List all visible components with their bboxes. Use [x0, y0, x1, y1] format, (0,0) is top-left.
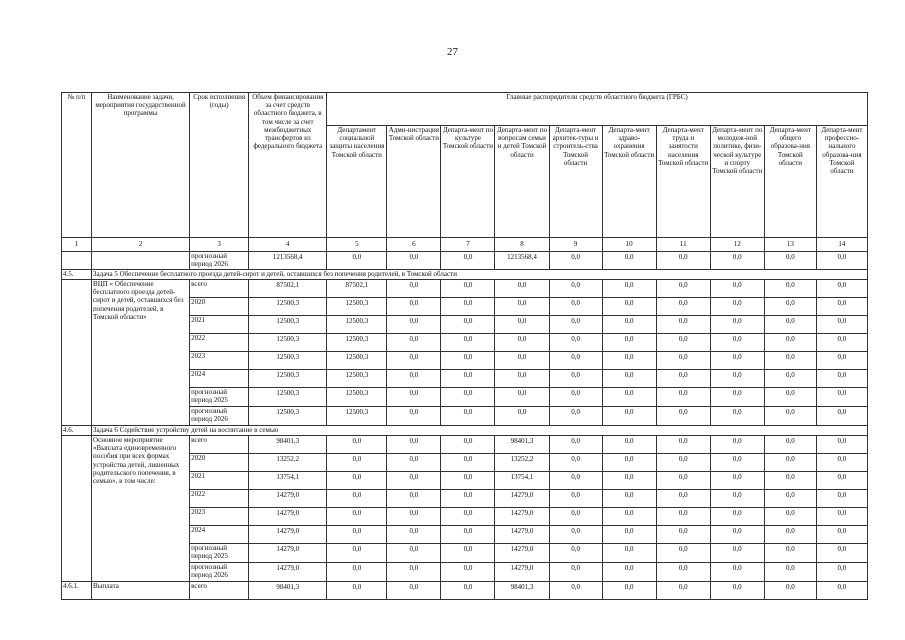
value-cell: 0,0: [387, 252, 441, 270]
value-cell: 0,0: [816, 280, 867, 298]
value-cell: 0,0: [441, 472, 495, 490]
value-cell: 0,0: [549, 490, 602, 508]
value-cell: 14279,0: [249, 563, 327, 582]
value-cell: 0,0: [602, 334, 656, 352]
col-number: 5: [327, 238, 387, 252]
value-cell: 0,0: [764, 526, 816, 544]
value-cell: 0,0: [441, 352, 495, 370]
value-cell: 0,0: [764, 454, 816, 472]
value-cell: 0,0: [387, 316, 441, 334]
value-cell: 0,0: [764, 563, 816, 582]
value-cell: 0,0: [602, 436, 656, 454]
task-row: [62, 426, 868, 436]
value-cell: 0,0: [387, 298, 441, 316]
value-cell: 0,0: [602, 582, 656, 600]
header-col-name: Наименование задачи, мероприятия государственной программы: [92, 93, 190, 238]
value-cell: 0,0: [764, 544, 816, 563]
value-cell: 0,0: [710, 472, 764, 490]
value-cell: 0,0: [441, 334, 495, 352]
value-cell: 0,0: [441, 563, 495, 582]
value-cell: 0,0: [656, 472, 710, 490]
value-cell: 0,0: [816, 407, 867, 426]
value-cell: 0,0: [387, 436, 441, 454]
value-cell: 14279,0: [249, 526, 327, 544]
value-cell: 0,0: [764, 370, 816, 388]
col-number: 6: [387, 238, 441, 252]
value-cell: 0,0: [656, 352, 710, 370]
value-cell: 0,0: [549, 544, 602, 563]
budget-table: [61, 92, 868, 600]
col-number: 7: [441, 238, 495, 252]
period-cell: прогнозный период 2025: [190, 388, 249, 407]
value-cell: 0,0: [764, 490, 816, 508]
value-cell: 0,0: [495, 298, 549, 316]
header-col-volume: Объем финансирования за счет средств областного бюджета, в том числе за счет межбюджетных трансфертов из федерального бюджета: [249, 93, 327, 238]
value-cell: 0,0: [816, 508, 867, 526]
header-grbs-8: Департа-мент по молодеж-ной политике, физи-ческой культуре и спорту Томской области: [710, 126, 764, 238]
period-cell: 2023: [190, 508, 249, 526]
task-title: Задача 5 Обеспечение бесплатного проезда детей-сирот и детей, оставшихся без попечения родителей, в Томской области: [92, 270, 868, 280]
value-cell: 0,0: [387, 388, 441, 407]
value-cell: 0,0: [602, 298, 656, 316]
value-cell: 0,0: [656, 388, 710, 407]
value-cell: 14279,0: [249, 490, 327, 508]
empty-cell: [62, 280, 92, 426]
value-cell: 0,0: [549, 252, 602, 270]
value-cell: 0,0: [441, 316, 495, 334]
value-cell: 0,0: [441, 526, 495, 544]
value-cell: 0,0: [495, 407, 549, 426]
value-cell: 0,0: [602, 544, 656, 563]
value-cell: 0,0: [549, 370, 602, 388]
value-cell: 0,0: [387, 544, 441, 563]
value-cell: 0,0: [602, 526, 656, 544]
table-row: [62, 582, 868, 600]
value-cell: 87502,1: [249, 280, 327, 298]
value-cell: 0,0: [710, 252, 764, 270]
value-cell: 0,0: [710, 490, 764, 508]
col-number: 11: [656, 238, 710, 252]
value-cell: 0,0: [710, 388, 764, 407]
value-cell: 0,0: [602, 454, 656, 472]
value-cell: 0,0: [816, 526, 867, 544]
value-cell: 14279,0: [495, 490, 549, 508]
value-cell: 0,0: [816, 582, 867, 600]
value-cell: 12500,3: [249, 316, 327, 334]
value-cell: 13252,2: [249, 454, 327, 472]
period-cell: 2020: [190, 454, 249, 472]
col-number: 13: [764, 238, 816, 252]
value-cell: 12500,3: [249, 407, 327, 426]
value-cell: 13754,1: [249, 472, 327, 490]
value-cell: 0,0: [764, 316, 816, 334]
value-cell: 14279,0: [495, 508, 549, 526]
value-cell: 0,0: [710, 454, 764, 472]
empty-cell: [62, 252, 92, 270]
col-number: 14: [816, 238, 867, 252]
value-cell: 0,0: [602, 508, 656, 526]
value-cell: 0,0: [495, 370, 549, 388]
value-cell: 0,0: [656, 544, 710, 563]
value-cell: 0,0: [441, 370, 495, 388]
empty-cell: [92, 252, 190, 270]
value-cell: 0,0: [710, 334, 764, 352]
col-number: 3: [190, 238, 249, 252]
value-cell: 0,0: [816, 334, 867, 352]
value-cell: 12500,3: [249, 388, 327, 407]
value-cell: 0,0: [816, 316, 867, 334]
period-cell: прогнозный период 2025: [190, 544, 249, 563]
column-number-row: [62, 238, 868, 252]
period-cell: 2023: [190, 352, 249, 370]
value-cell: 0,0: [387, 370, 441, 388]
value-cell: 0,0: [387, 472, 441, 490]
value-cell: 14279,0: [249, 544, 327, 563]
value-cell: 12500,3: [327, 316, 387, 334]
value-cell: 0,0: [764, 508, 816, 526]
value-cell: 0,0: [549, 508, 602, 526]
value-cell: 0,0: [764, 352, 816, 370]
value-cell: 0,0: [656, 582, 710, 600]
value-cell: 0,0: [656, 508, 710, 526]
task-title: Задача 6 Содействие устройству детей на воспитание в семью: [92, 426, 868, 436]
value-cell: 0,0: [441, 407, 495, 426]
period-cell: всего: [190, 436, 249, 454]
col-number: 4: [249, 238, 327, 252]
value-cell: 0,0: [816, 436, 867, 454]
value-cell: 0,0: [710, 298, 764, 316]
value-cell: 0,0: [441, 454, 495, 472]
col-number: 10: [602, 238, 656, 252]
page-number: 27: [447, 46, 458, 58]
value-cell: 0,0: [710, 582, 764, 600]
value-cell: 0,0: [387, 352, 441, 370]
value-cell: 0,0: [656, 370, 710, 388]
value-cell: 0,0: [710, 370, 764, 388]
value-cell: 0,0: [387, 526, 441, 544]
value-cell: 0,0: [656, 526, 710, 544]
period-cell: прогнозный период 2026: [190, 563, 249, 582]
value-cell: 0,0: [764, 334, 816, 352]
period-cell: 2021: [190, 316, 249, 334]
value-cell: 0,0: [764, 388, 816, 407]
header-grbs-1: Департамент социальной защиты населения Томской области: [327, 126, 387, 238]
value-cell: 0,0: [656, 563, 710, 582]
value-cell: 0,0: [387, 280, 441, 298]
value-cell: 0,0: [549, 280, 602, 298]
value-cell: 0,0: [549, 352, 602, 370]
value-cell: 0,0: [764, 252, 816, 270]
value-cell: 0,0: [764, 582, 816, 600]
value-cell: 0,0: [441, 582, 495, 600]
period-cell: 2024: [190, 370, 249, 388]
value-cell: 1213568,4: [249, 252, 327, 270]
header-col-no: № п/п: [62, 93, 92, 238]
value-cell: 0,0: [441, 298, 495, 316]
value-cell: 0,0: [602, 280, 656, 298]
value-cell: 98401,3: [249, 436, 327, 454]
value-cell: 12500,3: [327, 407, 387, 426]
value-cell: 0,0: [495, 388, 549, 407]
value-cell: 0,0: [327, 508, 387, 526]
header-row-1: [62, 93, 868, 126]
value-cell: 0,0: [327, 436, 387, 454]
value-cell: 0,0: [602, 316, 656, 334]
value-cell: 0,0: [710, 563, 764, 582]
value-cell: 98401,3: [495, 582, 549, 600]
header-grbs-4: Департа-мент по вопросам семьи и детей Томской области: [495, 126, 549, 238]
value-cell: 0,0: [602, 388, 656, 407]
col-number: 1: [62, 238, 92, 252]
value-cell: 0,0: [710, 544, 764, 563]
value-cell: 0,0: [816, 298, 867, 316]
value-cell: 0,0: [764, 298, 816, 316]
header-grbs-5: Департа-мент архитек-туры и строитель-ства Томской области: [549, 126, 602, 238]
value-cell: 0,0: [327, 252, 387, 270]
value-cell: 0,0: [327, 544, 387, 563]
col-number: 2: [92, 238, 190, 252]
value-cell: 0,0: [602, 352, 656, 370]
value-cell: 98401,3: [249, 582, 327, 600]
value-cell: 12500,3: [249, 298, 327, 316]
period-cell: 2021: [190, 472, 249, 490]
value-cell: 0,0: [816, 490, 867, 508]
value-cell: 0,0: [495, 352, 549, 370]
value-cell: 14279,0: [495, 563, 549, 582]
value-cell: 0,0: [441, 490, 495, 508]
measure-name: Основное мероприятие «Выплата единовременного пособия при всех формах устройства детей, лишенных родительского попечения, в семью», в том числе:: [92, 436, 190, 582]
value-cell: 0,0: [602, 407, 656, 426]
value-cell: 0,0: [441, 252, 495, 270]
value-cell: 0,0: [387, 508, 441, 526]
period-cell: всего: [190, 582, 249, 600]
value-cell: 0,0: [764, 436, 816, 454]
value-cell: 13754,1: [495, 472, 549, 490]
header-grbs-9: Департа-мент общего образова-ния Томской области: [764, 126, 816, 238]
value-cell: 0,0: [549, 334, 602, 352]
value-cell: 0,0: [656, 436, 710, 454]
value-cell: 0,0: [816, 454, 867, 472]
value-cell: 0,0: [816, 352, 867, 370]
value-cell: 0,0: [387, 582, 441, 600]
value-cell: 0,0: [441, 544, 495, 563]
value-cell: 0,0: [327, 472, 387, 490]
value-cell: 0,0: [327, 490, 387, 508]
value-cell: 0,0: [327, 563, 387, 582]
value-cell: 0,0: [549, 316, 602, 334]
table-row: [62, 280, 868, 298]
measure-name: ВЦП « Обеспечение бесплатного проезда детей-сирот и детей, оставшихся без попечения родителей, в Томской области»: [92, 280, 190, 426]
value-cell: 0,0: [387, 563, 441, 582]
period-cell: 2024: [190, 526, 249, 544]
value-cell: 0,0: [710, 526, 764, 544]
value-cell: 98401,3: [495, 436, 549, 454]
value-cell: 0,0: [549, 298, 602, 316]
header-grbs-title: Главные распорядители средств областного бюджета (ГРБС): [327, 93, 868, 126]
value-cell: 0,0: [549, 582, 602, 600]
header-grbs-2: Адми-нистрация Томской области: [387, 126, 441, 238]
value-cell: 0,0: [656, 490, 710, 508]
value-cell: 0,0: [441, 388, 495, 407]
value-cell: 87502,1: [327, 280, 387, 298]
value-cell: 0,0: [656, 454, 710, 472]
value-cell: 12500,3: [327, 370, 387, 388]
value-cell: 12500,3: [327, 352, 387, 370]
value-cell: 0,0: [549, 436, 602, 454]
value-cell: 0,0: [816, 252, 867, 270]
value-cell: 12500,3: [327, 298, 387, 316]
value-cell: 0,0: [549, 388, 602, 407]
value-cell: 0,0: [764, 407, 816, 426]
value-cell: 12500,3: [327, 388, 387, 407]
col-number: 12: [710, 238, 764, 252]
header-grbs-3: Департа-мент по культуре Томской области: [441, 126, 495, 238]
value-cell: 14279,0: [249, 508, 327, 526]
value-cell: 0,0: [549, 454, 602, 472]
task-number: 4.5.: [62, 270, 92, 280]
col-number: 9: [549, 238, 602, 252]
value-cell: 0,0: [387, 454, 441, 472]
period-cell: прогнозный период 2026: [190, 407, 249, 426]
value-cell: 0,0: [387, 407, 441, 426]
value-cell: 0,0: [816, 544, 867, 563]
value-cell: 14279,0: [495, 544, 549, 563]
value-cell: 12500,3: [249, 352, 327, 370]
value-cell: 12500,3: [249, 334, 327, 352]
value-cell: 12500,3: [327, 334, 387, 352]
col-number: 8: [495, 238, 549, 252]
table-row: [62, 436, 868, 454]
value-cell: 0,0: [764, 472, 816, 490]
value-cell: 0,0: [656, 298, 710, 316]
value-cell: 0,0: [387, 334, 441, 352]
value-cell: 0,0: [602, 252, 656, 270]
value-cell: 0,0: [710, 508, 764, 526]
value-cell: 0,0: [495, 280, 549, 298]
value-cell: 0,0: [816, 563, 867, 582]
value-cell: 0,0: [710, 352, 764, 370]
value-cell: 0,0: [441, 436, 495, 454]
value-cell: 0,0: [656, 252, 710, 270]
value-cell: 0,0: [816, 370, 867, 388]
value-cell: 0,0: [495, 334, 549, 352]
value-cell: 0,0: [327, 526, 387, 544]
period-cell: прогнозный период 2026: [190, 252, 249, 270]
value-cell: 0,0: [656, 280, 710, 298]
value-cell: 0,0: [816, 472, 867, 490]
value-cell: 0,0: [710, 316, 764, 334]
task-row: [62, 270, 868, 280]
value-cell: 0,0: [602, 490, 656, 508]
value-cell: 0,0: [495, 316, 549, 334]
value-cell: 1213568,4: [495, 252, 549, 270]
period-cell: 2020: [190, 298, 249, 316]
value-cell: 0,0: [656, 316, 710, 334]
empty-cell: [62, 436, 92, 582]
period-cell: 2022: [190, 490, 249, 508]
header-grbs-10: Департа-мент профессио-нального образова-ния Томской области: [816, 126, 867, 238]
value-cell: 0,0: [710, 407, 764, 426]
table-row: [62, 252, 868, 270]
value-cell: 0,0: [549, 526, 602, 544]
value-cell: 0,0: [710, 280, 764, 298]
value-cell: 0,0: [327, 454, 387, 472]
value-cell: 12500,3: [249, 370, 327, 388]
value-cell: 0,0: [816, 388, 867, 407]
value-cell: 13252,2: [495, 454, 549, 472]
task-number: 4.6.: [62, 426, 92, 436]
header-col-term: Срок исполнения (годы): [190, 93, 249, 238]
value-cell: 0,0: [549, 472, 602, 490]
value-cell: 0,0: [327, 582, 387, 600]
value-cell: 0,0: [710, 436, 764, 454]
value-cell: 0,0: [602, 472, 656, 490]
row-number: 4.6.1.: [62, 582, 92, 600]
value-cell: 0,0: [441, 280, 495, 298]
value-cell: 0,0: [549, 407, 602, 426]
value-cell: 0,0: [764, 280, 816, 298]
header-grbs-7: Департа-мент труда и занятости населения Томской области: [656, 126, 710, 238]
value-cell: 0,0: [602, 563, 656, 582]
header-grbs-6: Департа-мент здраво-охранения Томской области: [602, 126, 656, 238]
value-cell: 0,0: [656, 407, 710, 426]
value-cell: 0,0: [656, 334, 710, 352]
value-cell: 0,0: [549, 563, 602, 582]
period-cell: 2022: [190, 334, 249, 352]
value-cell: 0,0: [441, 508, 495, 526]
period-cell: всего: [190, 280, 249, 298]
row-name: Выплата: [92, 582, 190, 600]
value-cell: 14279,0: [495, 526, 549, 544]
value-cell: 0,0: [387, 490, 441, 508]
value-cell: 0,0: [602, 370, 656, 388]
